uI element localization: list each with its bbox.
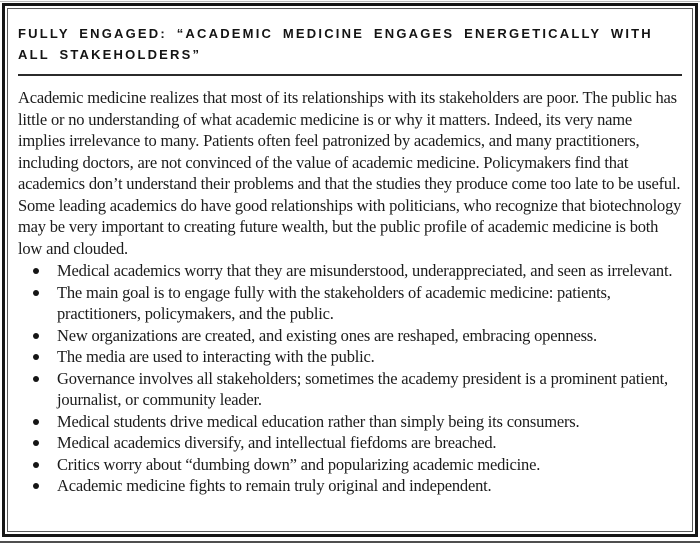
bullet-item — [18, 368, 682, 411]
bullet-dot-icon — [33, 354, 39, 360]
bullet-list — [18, 260, 682, 497]
bullet-text: Academic medicine fights to remain truly original and independent. — [57, 476, 492, 495]
bullet-item — [18, 325, 682, 347]
bullet-text: Medical academics diversify, and intellectual fiefdoms are breached. — [57, 433, 497, 452]
bullet-item — [18, 411, 682, 433]
bullet-text: New organizations are created, and existing ones are reshaped, embracing openness. — [57, 325, 597, 345]
bullet-dot-icon — [33, 268, 39, 274]
bullet-dot-icon — [33, 290, 39, 296]
bullet-item — [18, 260, 682, 282]
bullet-item — [18, 475, 682, 497]
bullet-dot-icon — [33, 333, 39, 339]
bullet-item — [18, 346, 682, 368]
intro-paragraph: Academic medicine realizes that most of its relationships with its stakeholders are poor. The public has little or no understanding of what academic medicine is or why it matters. Indeed, its very name implies irrelevance to many. Patients often feel patronized by academics, and many practitioners, including doctors, are not convinced of the value of academic medicine. Policymakers find that academics don’t understand their problems and that the studies they produce come too late to be useful. Some leading academics do have good relationships with politicians, who recognize that biotechnology may be very important to creating future wealth, but the public profile of academic medicine is both low and clouded. — [18, 88, 682, 258]
bullet-dot-icon — [33, 440, 39, 446]
bullet-text: Medical students drive medical education rather than simply being its consumers. — [57, 411, 580, 431]
bullet-dot-icon — [33, 483, 39, 489]
bullet-item — [18, 282, 682, 325]
bullet-text: Critics worry about “dumbing down” and popularizing academic medicine. — [57, 454, 541, 474]
bullet-text: The media are used to interacting with the public. — [57, 347, 375, 366]
title-divider — [18, 74, 682, 76]
bullet-text: Medical academics worry that they are misunderstood, underappreciated, and seen as irrelevant. — [57, 261, 673, 280]
bullet-text: The main goal is to engage fully with the stakeholders of academic medicine: patients, practitioners, policymakers, and the public. — [57, 282, 611, 323]
outer-frame — [2, 3, 698, 537]
bullet-text: Governance involves all stakeholders; sometimes the academy president is a prominent patient, journalist, or community leader. — [57, 368, 668, 409]
panel-title: FULLY ENGAGED: “ACADEMIC MEDICINE ENGAGES ENERGETICALLY WITH ALL STAKEHOLDERS” — [18, 26, 653, 62]
bullet-dot-icon — [33, 462, 39, 468]
bullet-dot-icon — [33, 419, 39, 425]
scan-edge-top — [0, 1, 700, 2]
bullet-item — [18, 454, 682, 476]
inner-frame — [7, 8, 693, 532]
bullet-dot-icon — [33, 376, 39, 382]
bullet-item — [18, 432, 682, 454]
